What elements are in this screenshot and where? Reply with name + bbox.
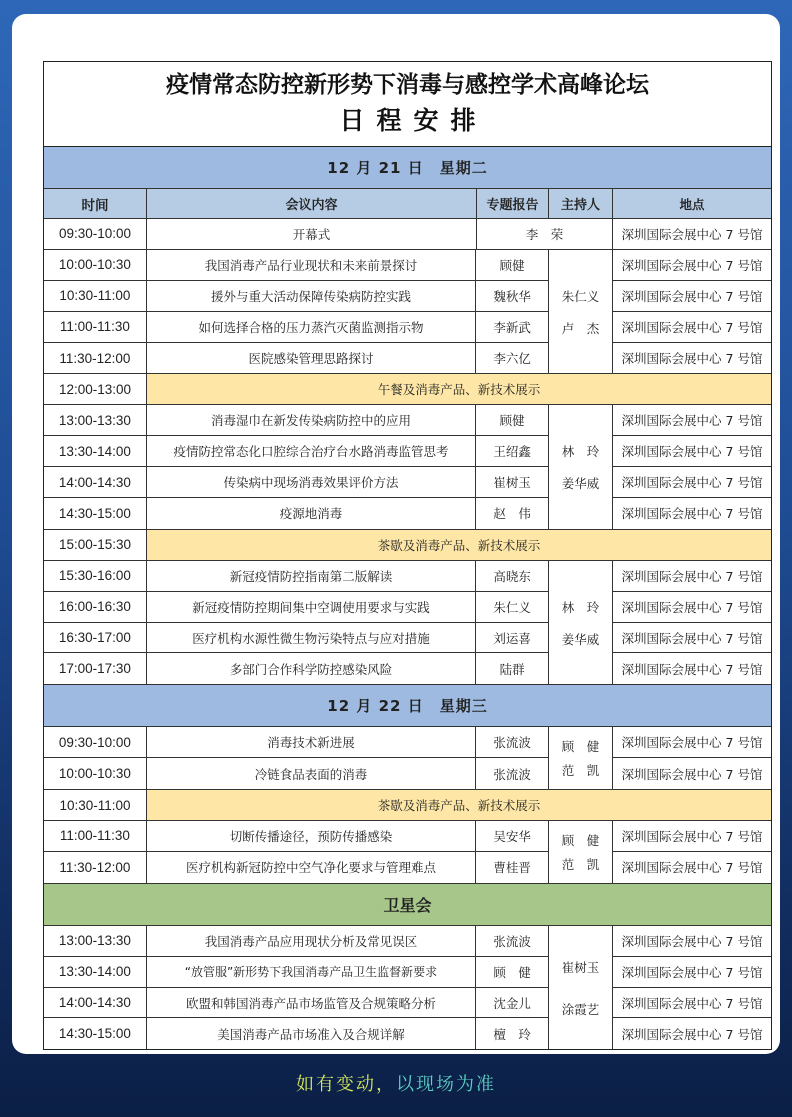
satellite-label: 卫星会	[383, 895, 432, 915]
table-row	[44, 250, 548, 281]
row-topic: 消毒湿巾在新发传染病防控中的应用	[147, 405, 476, 435]
row-speaker: 吴安华	[493, 828, 531, 844]
row-topic: 疫情防控常态化口腔综合治疗台水路消毒监管思考	[147, 436, 476, 466]
row-speaker: 顾健	[499, 413, 525, 429]
session-group	[44, 727, 771, 790]
column-header-row	[44, 189, 771, 219]
row-location: 深圳国际会展中心 7 号馆	[621, 444, 763, 460]
table-row	[44, 727, 548, 758]
table-row	[44, 852, 548, 883]
row-topic: 新冠疫情防控指南第二版解读	[147, 561, 476, 591]
row-time: 11:00-11:30	[44, 312, 147, 342]
row-speaker: 魏秋华	[493, 288, 531, 304]
row-topic: 美国消毒产品市场准入及合规详解	[147, 1018, 476, 1049]
host-name: 朱仁义	[561, 288, 600, 304]
row-topic: “放管服”新形势下我国消毒产品卫生监督新要求	[147, 957, 476, 987]
table-row	[44, 957, 548, 988]
row-time: 09:30-10:00	[44, 219, 147, 249]
row-speaker: 赵 伟	[493, 506, 531, 522]
row-speaker: 张流波	[493, 933, 531, 949]
row-location: 深圳国际会展中心 7 号馆	[621, 351, 763, 366]
table-row	[44, 623, 548, 654]
day1-label: 12 月 21 日 星期二	[327, 159, 488, 177]
break-row	[44, 530, 771, 561]
row-location: 深圳国际会展中心 7 号馆	[621, 1026, 763, 1042]
row-location: 深圳国际会展中心 7 号馆	[621, 288, 763, 304]
day1-header	[44, 147, 771, 189]
host-name: 涂霞艺	[561, 1001, 600, 1017]
page-subtitle: 日程安排	[339, 106, 488, 135]
row-location: 深圳国际会展中心 7 号馆	[621, 257, 763, 273]
row-speaker: 崔树玉	[493, 475, 531, 491]
page-title: 疫情常态防控新形势下消毒与感控学术高峰论坛	[166, 72, 649, 98]
row-topic: 我国消毒产品应用现状分析及常见误区	[147, 926, 476, 956]
footer-part1: 如有变动，	[296, 1074, 396, 1095]
row-location: 深圳国际会展中心 7 号馆	[621, 506, 763, 522]
session-group	[44, 926, 771, 1050]
host-name: 姜华威	[561, 476, 600, 492]
session-group	[44, 561, 771, 686]
row-time: 17:00-17:30	[44, 653, 147, 684]
table-row	[44, 592, 548, 623]
row-topic: 消毒技术新进展	[147, 727, 476, 757]
row-speaker: 李六亿	[493, 351, 531, 366]
table-row	[44, 926, 548, 957]
row-speaker: 朱仁义	[493, 599, 531, 615]
session-group	[44, 405, 771, 530]
session-hosts	[549, 561, 613, 685]
row-speaker: 沈金儿	[493, 995, 531, 1011]
row-topic: 疫源地消毒	[147, 498, 476, 529]
row-time: 10:00-10:30	[44, 250, 147, 280]
table-row	[44, 219, 771, 250]
row-time: 14:00-14:30	[44, 467, 147, 497]
row-time: 13:30-14:00	[44, 957, 147, 987]
break-row	[44, 790, 771, 821]
table-row	[44, 467, 548, 498]
session-hosts	[549, 250, 613, 374]
break-text: 茶歇及消毒产品、新技术展示	[147, 790, 771, 820]
header-host: 主持人	[549, 189, 613, 218]
row-location: 深圳国际会展中心 7 号馆	[621, 226, 763, 242]
session-hosts	[549, 727, 613, 789]
row-speaker: 顾 健	[493, 964, 531, 980]
table-row	[44, 312, 548, 343]
schedule-table	[43, 61, 772, 1050]
header-topic: 会议内容	[147, 189, 477, 218]
row-location: 深圳国际会展中心 7 号馆	[621, 995, 763, 1011]
table-row	[44, 758, 548, 789]
row-time: 14:30-15:00	[44, 498, 147, 529]
table-row	[44, 281, 548, 312]
row-topic: 冷链食品表面的消毒	[147, 758, 476, 789]
session-group	[44, 250, 771, 375]
row-time: 11:00-11:30	[44, 821, 147, 851]
schedule-card	[12, 14, 780, 1054]
row-time: 12:00-13:00	[44, 374, 147, 404]
table-row	[44, 988, 548, 1019]
host-name: 范 凯	[561, 763, 600, 779]
host-name: 林 玲	[561, 444, 600, 460]
header-time: 时间	[44, 189, 147, 218]
row-speaker: 张流波	[493, 735, 531, 751]
session-hosts	[549, 405, 613, 529]
host-name: 卢 杰	[561, 320, 600, 336]
row-time: 16:30-17:00	[44, 623, 147, 653]
row-topic: 开幕式	[147, 219, 477, 249]
footer-note	[0, 1070, 792, 1096]
header-location: 地点	[679, 196, 705, 212]
host-name: 姜华威	[561, 631, 600, 647]
row-speaker: 陆群	[499, 661, 525, 677]
row-location: 深圳国际会展中心 7 号馆	[621, 766, 763, 782]
row-location: 深圳国际会展中心 7 号馆	[621, 933, 763, 949]
row-speaker: 李新武	[493, 319, 531, 335]
row-location: 深圳国际会展中心 7 号馆	[621, 599, 763, 615]
table-row	[44, 436, 548, 467]
row-time: 10:30-11:00	[44, 281, 147, 311]
row-topic: 新冠疫情防控期间集中空调使用要求与实践	[147, 592, 476, 622]
row-time: 16:00-16:30	[44, 592, 147, 622]
row-speaker: 王绍鑫	[493, 444, 531, 460]
title-block	[44, 62, 771, 147]
row-topic: 传染病中现场消毒效果评价方法	[147, 467, 476, 497]
row-location: 深圳国际会展中心 7 号馆	[621, 413, 763, 429]
row-time: 11:30-12:00	[44, 343, 147, 374]
row-topic: 医院感染管理思路探讨	[147, 343, 476, 374]
row-speaker: 曹桂晋	[493, 860, 531, 876]
table-row	[44, 561, 548, 592]
header-speaker: 专题报告	[477, 189, 549, 218]
row-location: 深圳国际会展中心 7 号馆	[621, 828, 763, 844]
row-time: 15:00-15:30	[44, 530, 147, 560]
day2-label: 12 月 22 日 星期三	[327, 697, 488, 716]
table-row	[44, 653, 548, 684]
row-topic: 如何选择合格的压力蒸汽灭菌监测指示物	[147, 312, 476, 342]
row-speaker: 檀 玲	[493, 1026, 531, 1042]
row-time: 10:00-10:30	[44, 758, 147, 789]
table-row	[44, 498, 548, 529]
row-location: 深圳国际会展中心 7 号馆	[621, 860, 763, 876]
row-location: 深圳国际会展中心 7 号馆	[621, 661, 763, 677]
table-row	[44, 1018, 548, 1049]
row-time: 13:30-14:00	[44, 436, 147, 466]
host-name: 范 凯	[561, 856, 600, 872]
break-text: 茶歇及消毒产品、新技术展示	[147, 530, 771, 560]
day2-header	[44, 685, 771, 727]
row-location: 深圳国际会展中心 7 号馆	[621, 319, 763, 335]
row-time: 13:00-13:30	[44, 926, 147, 956]
host-name: 崔树玉	[561, 959, 600, 975]
row-location: 深圳国际会展中心 7 号馆	[621, 568, 763, 584]
row-time: 09:30-10:00	[44, 727, 147, 757]
row-location: 深圳国际会展中心 7 号馆	[621, 735, 763, 751]
row-time: 13:00-13:30	[44, 405, 147, 435]
row-time: 14:00-14:30	[44, 988, 147, 1018]
row-time: 14:30-15:00	[44, 1018, 147, 1049]
break-row	[44, 374, 771, 405]
satellite-header	[44, 884, 771, 926]
host-name: 顾 健	[561, 832, 600, 848]
session-hosts	[549, 926, 613, 1050]
row-speaker: 顾健	[499, 257, 525, 273]
row-time: 10:30-11:00	[44, 790, 147, 820]
row-speaker: 刘运喜	[493, 630, 531, 646]
row-speaker: 高晓东	[493, 568, 531, 584]
row-location: 深圳国际会展中心 7 号馆	[621, 964, 763, 980]
footer-part2: 以现场为准	[396, 1074, 496, 1095]
table-row	[44, 821, 548, 852]
row-topic: 多部门合作科学防控感染风险	[147, 653, 476, 684]
row-topic: 欧盟和韩国消毒产品市场监管及合规策略分析	[147, 988, 476, 1018]
row-location: 深圳国际会展中心 7 号馆	[621, 630, 763, 646]
session-group	[44, 821, 771, 884]
table-row	[44, 405, 548, 436]
row-topic: 切断传播途径，预防传播感染	[147, 821, 476, 851]
host-name: 顾 健	[561, 739, 600, 755]
row-topic: 医疗机构新冠防控中空气净化要求与管理难点	[147, 852, 476, 883]
row-topic: 医疗机构水源性微生物污染特点与应对措施	[147, 623, 476, 653]
row-speaker: 张流波	[493, 766, 531, 782]
host-name: 林 玲	[561, 599, 600, 615]
break-text: 午餐及消毒产品、新技术展示	[147, 374, 771, 404]
row-location: 深圳国际会展中心 7 号馆	[621, 475, 763, 491]
row-time: 11:30-12:00	[44, 852, 147, 883]
row-topic: 我国消毒产品行业现状和未来前景探讨	[147, 250, 476, 280]
session-hosts	[549, 821, 613, 883]
row-time: 15:30-16:00	[44, 561, 147, 591]
table-row	[44, 343, 548, 374]
row-speaker: 李 荣	[477, 219, 613, 249]
row-topic: 援外与重大活动保障传染病防控实践	[147, 281, 476, 311]
